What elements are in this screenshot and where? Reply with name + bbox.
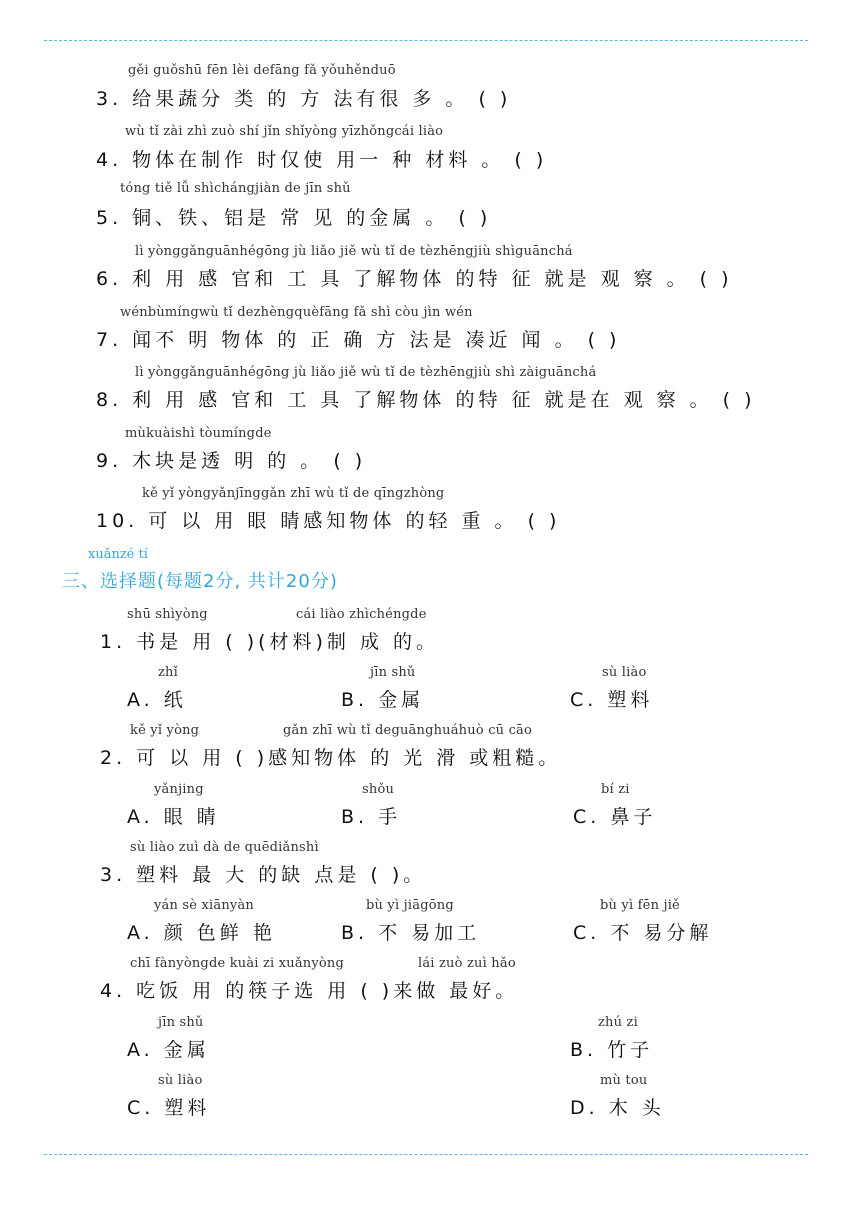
choice-q1-text: 1. 书是 用 ( )(材料)制 成 的。 — [100, 631, 440, 653]
choice-q4-option[interactable]: C. 塑料 — [127, 1097, 211, 1119]
choice-q1-option-pinyin: jīn shǔ — [370, 665, 416, 680]
choice-q4-pinyin: lái zuò zuì hǎo — [418, 956, 516, 971]
choice-q2-option[interactable]: A. 眼 睛 — [127, 806, 220, 828]
q10-pinyin: kě yǐ yòngyǎnjīnggǎn zhī wù tǐ de qīngzhòng — [142, 486, 445, 501]
q5-pinyin: tóng tiě lǚ shìchángjiàn de jīn shǔ — [120, 181, 351, 196]
q4-text: 4. 物体在制作 时仅使 用一 种 材料 。 ( ) — [96, 149, 548, 171]
choice-q3-option[interactable]: C. 不 易分解 — [573, 922, 713, 944]
choice-q2-option[interactable]: B. 手 — [341, 806, 402, 828]
choice-q3-option-pinyin: bù yì fēn jiě — [600, 898, 680, 913]
q8-pinyin: lì yònggǎnguānhégōng jù liǎo jiě wù tǐ de tèzhēngjiù shì zàiguānchá — [135, 365, 597, 380]
q3-pinyin: gěi guǒshū fēn lèi defāng fǎ yǒuhěnduō — [128, 63, 396, 78]
choice-q4-text: 4. 吃饭 用 的筷子选 用 ( )来做 最好。 — [100, 980, 519, 1002]
choice-q2-pinyin: gǎn zhī wù tǐ deguānghuáhuò cū cāo — [283, 723, 533, 738]
choice-q2-option-pinyin: bí zi — [601, 782, 630, 797]
q4-pinyin: wù tǐ zài zhì zuò shí jǐn shǐyòng yīzhǒngcái liào — [125, 124, 444, 139]
top-dashed-rule — [44, 40, 808, 41]
q8-text: 8. 利 用 感 官和 工 具 了解物体 的特 征 就是在 观 察 。 ( ) — [96, 389, 756, 411]
q9-text: 9. 木块是透 明 的 。 ( ) — [96, 450, 367, 472]
choice-q4-option[interactable]: A. 金属 — [127, 1039, 210, 1061]
choice-q3-text: 3. 塑料 最 大 的缺 点是 ( )。 — [100, 864, 427, 886]
choice-q4-option-pinyin: zhú zi — [598, 1015, 638, 1030]
choice-q1-option[interactable]: A. 纸 — [127, 689, 187, 711]
choice-q4-pinyin: chī fànyòngde kuài zi xuǎnyòng — [130, 956, 345, 971]
choice-q2-option-pinyin: yǎnjing — [154, 782, 204, 797]
choice-q3-option-pinyin: bù yì jiāgōng — [366, 898, 454, 913]
section3-pinyin: xuǎnzé tí — [88, 547, 148, 562]
choice-q4-option-pinyin: mù tou — [600, 1073, 648, 1088]
q9-pinyin: mùkuàishì tòumíngde — [125, 426, 272, 441]
choice-q4-option-pinyin: sù liào — [158, 1073, 203, 1088]
choice-q3-pinyin: sù liào zuì dà de quēdiǎnshì — [130, 840, 319, 855]
choice-q2-option-pinyin: shǒu — [362, 782, 395, 797]
choice-q2-option[interactable]: C. 鼻子 — [573, 806, 657, 828]
q5-text: 5. 铜、铁、铝是 常 见 的金属 。 ( ) — [96, 207, 492, 229]
q3-text: 3. 给果蔬分 类 的 方 法有很 多 。 ( ) — [96, 88, 512, 110]
choice-q4-option[interactable]: D. 木 头 — [570, 1097, 665, 1119]
q6-pinyin: lì yònggǎnguānhégōng jù liǎo jiě wù tǐ de tèzhēngjiù shìguānchá — [135, 244, 573, 259]
choice-q3-option[interactable]: A. 颜 色鲜 艳 — [127, 922, 276, 944]
choice-q1-option-pinyin: zhǐ — [158, 665, 178, 680]
choice-q4-option[interactable]: B. 竹子 — [570, 1039, 654, 1061]
choice-q3-option-pinyin: yán sè xiānyàn — [154, 898, 254, 913]
bottom-dashed-rule — [44, 1154, 808, 1155]
choice-q1-option[interactable]: B. 金属 — [341, 689, 425, 711]
section3-title: 三、选择题(每题2分, 共计20分) — [62, 571, 338, 592]
choice-q1-option-pinyin: sù liào — [602, 665, 647, 680]
choice-q3-option[interactable]: B. 不 易加工 — [341, 922, 481, 944]
q10-text: 10. 可 以 用 眼 睛感知物体 的轻 重 。 ( ) — [96, 510, 561, 532]
choice-q2-pinyin: kě yǐ yòng — [130, 723, 200, 738]
choice-q1-option[interactable]: C. 塑料 — [570, 689, 654, 711]
q7-text: 7. 闻不 明 物体 的 正 确 方 法是 凑近 闻 。 ( ) — [96, 329, 621, 351]
choice-q1-pinyin: cái liào zhìchéngde — [296, 607, 427, 622]
choice-q1-pinyin: shū shìyòng — [127, 607, 208, 622]
q7-pinyin: wénbùmíngwù tǐ dezhèngquèfāng fǎ shì còu jìn wén — [120, 305, 473, 320]
choice-q2-text: 2. 可 以 用 ( )感知物体 的 光 滑 或粗糙。 — [100, 747, 562, 769]
choice-q4-option-pinyin: jīn shǔ — [158, 1015, 204, 1030]
q6-text: 6. 利 用 感 官和 工 具 了解物体 的特 征 就是 观 察 。 ( ) — [96, 268, 733, 290]
